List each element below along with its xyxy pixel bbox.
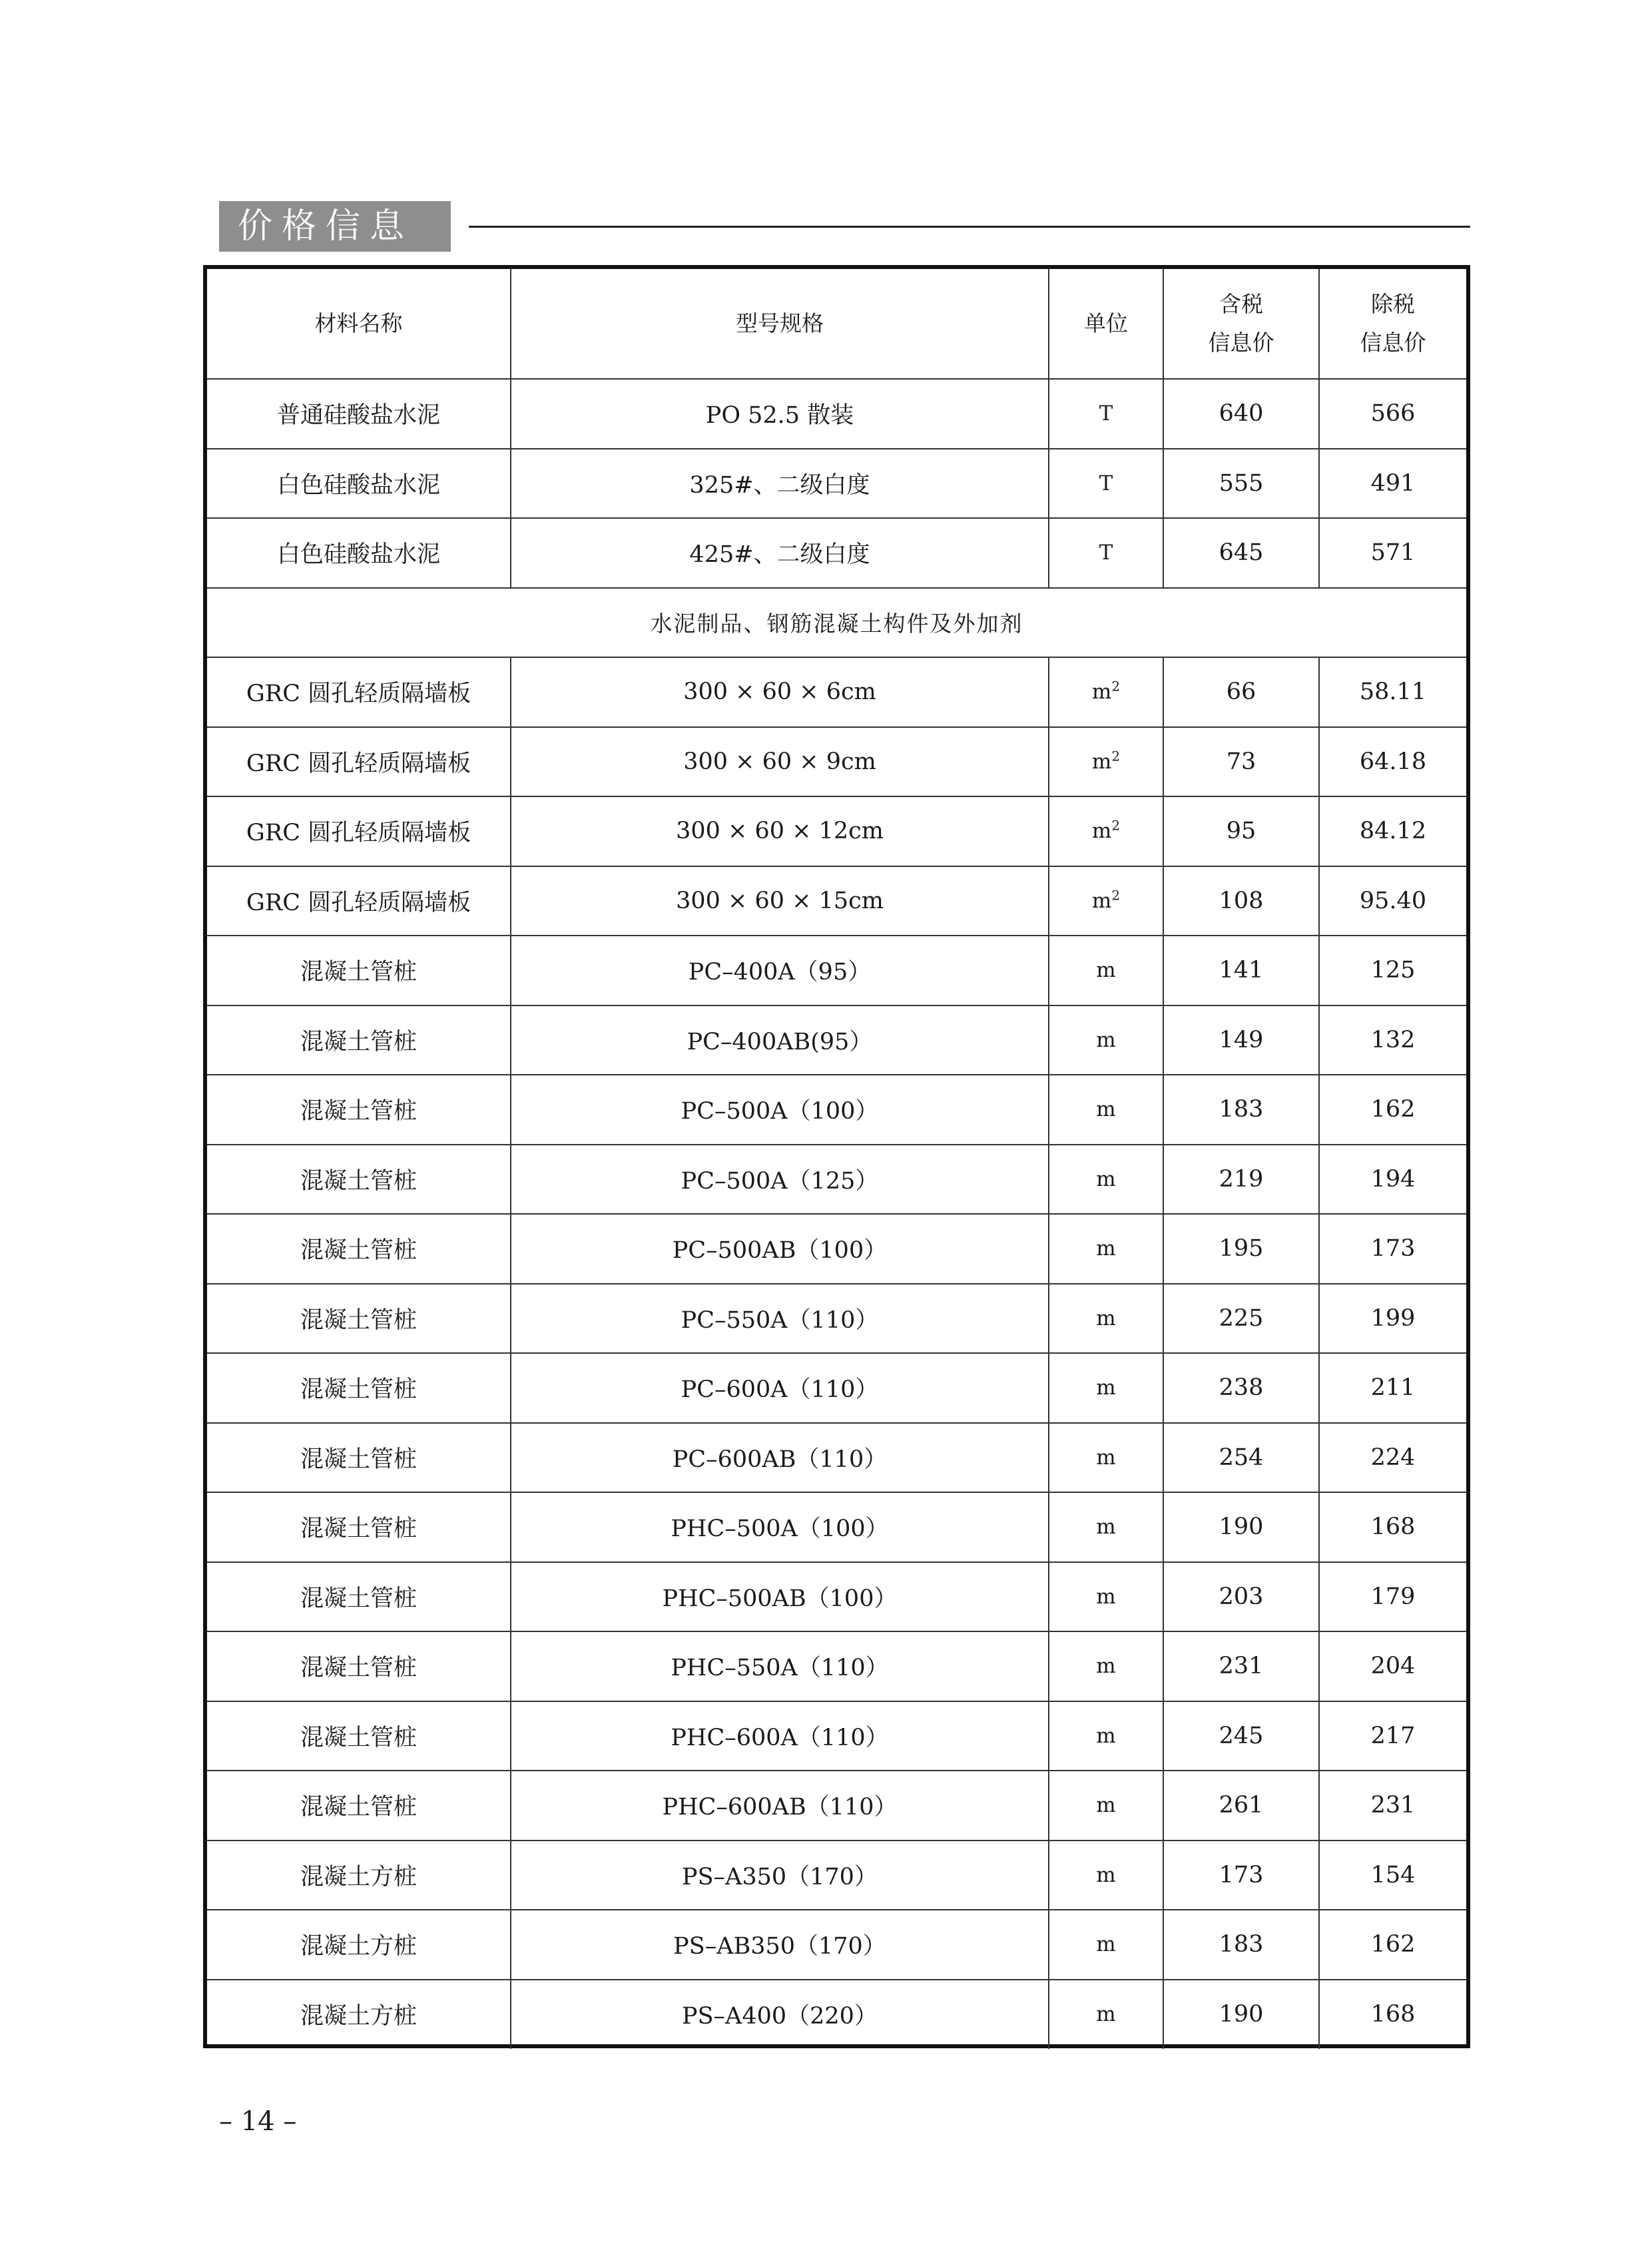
- cell-price-tax-exclusive: 199: [1319, 1284, 1466, 1354]
- table-row: [207, 1631, 1466, 1701]
- cell-unit: [1049, 657, 1163, 727]
- unit-text: m: [1096, 1097, 1116, 1122]
- col-header-tax-exclusive-price: [1319, 269, 1466, 379]
- cell-unit: [1049, 1701, 1163, 1771]
- cell-price-tax-inclusive: 73: [1163, 727, 1319, 797]
- cell-price-tax-inclusive: 95: [1163, 796, 1319, 866]
- cell-spec: PC–600A（110）: [511, 1353, 1049, 1423]
- unit-text: m: [1091, 680, 1112, 705]
- table-row: [207, 657, 1466, 727]
- cell-unit: [1049, 1492, 1163, 1562]
- page-number: – 14 –: [219, 2106, 297, 2137]
- cell-unit: [1049, 1214, 1163, 1284]
- cell-price-tax-inclusive: 108: [1163, 866, 1319, 936]
- cell-unit: [1049, 1075, 1163, 1145]
- cell-price-tax-exclusive: 571: [1319, 518, 1466, 588]
- cell-price-tax-inclusive: 203: [1163, 1562, 1319, 1632]
- cell-unit: [1049, 727, 1163, 797]
- table-row: [207, 866, 1466, 936]
- cell-spec: PHC–500A（100）: [511, 1492, 1049, 1562]
- cell-material-name: 混凝土管桩: [207, 1771, 511, 1840]
- table-row: [207, 379, 1466, 449]
- cell-material-name: 混凝土方桩: [207, 1840, 511, 1910]
- cell-price-tax-exclusive: 168: [1319, 1492, 1466, 1562]
- cell-unit: [1049, 1631, 1163, 1701]
- table-row: [207, 1005, 1466, 1075]
- price-table-frame: [203, 265, 1470, 2048]
- cell-unit: [1049, 1353, 1163, 1423]
- section-title: 价格信息: [219, 201, 451, 252]
- unit-text: m: [1096, 1237, 1116, 1261]
- col-header-spec: 型号规格: [511, 269, 1049, 379]
- unit-text: m: [1096, 1306, 1116, 1330]
- cell-spec: 300 × 60 × 15cm: [511, 866, 1049, 936]
- cell-material-name: GRC 圆孔轻质隔墙板: [207, 796, 511, 866]
- section-row: [207, 588, 1466, 658]
- cell-price-tax-inclusive: 183: [1163, 1075, 1319, 1145]
- col-header-tax-exclusive-line2: 信息价: [1360, 330, 1426, 356]
- cell-material-name: 混凝土管桩: [207, 1005, 511, 1075]
- cell-price-tax-exclusive: 194: [1319, 1145, 1466, 1215]
- cell-spec: PC–400A（95）: [511, 936, 1049, 1005]
- cell-material-name: 混凝土管桩: [207, 1423, 511, 1493]
- cell-material-name: GRC 圆孔轻质隔墙板: [207, 727, 511, 797]
- cell-unit: [1049, 796, 1163, 866]
- cell-price-tax-inclusive: 245: [1163, 1701, 1319, 1771]
- table-row: [207, 936, 1466, 1005]
- cell-price-tax-inclusive: 238: [1163, 1353, 1319, 1423]
- cell-unit: [1049, 379, 1163, 449]
- cell-unit: [1049, 1980, 1163, 2050]
- cell-material-name: 混凝土管桩: [207, 1214, 511, 1284]
- cell-price-tax-exclusive: 132: [1319, 1005, 1466, 1075]
- cell-unit: [1049, 1562, 1163, 1632]
- cell-spec: PC–500A（100）: [511, 1075, 1049, 1145]
- cell-price-tax-inclusive: 231: [1163, 1631, 1319, 1701]
- cell-price-tax-inclusive: 190: [1163, 1980, 1319, 2050]
- unit-text: T: [1099, 541, 1113, 565]
- unit-text: m: [1096, 1654, 1116, 1679]
- col-header-material-name: 材料名称: [207, 269, 511, 379]
- cell-material-name: 混凝土管桩: [207, 1353, 511, 1423]
- col-header-tax-exclusive-line1: 除税: [1371, 291, 1415, 317]
- cell-price-tax-exclusive: 162: [1319, 1075, 1466, 1145]
- cell-price-tax-inclusive: 555: [1163, 449, 1319, 519]
- cell-material-name: 普通硅酸盐水泥: [207, 379, 511, 449]
- table-row: [207, 1145, 1466, 1215]
- table-row: [207, 518, 1466, 588]
- cell-spec: PC–550A（110）: [511, 1284, 1049, 1354]
- unit-text: m: [1096, 1027, 1116, 1052]
- unit-text: T: [1099, 402, 1113, 426]
- cell-unit: [1049, 1284, 1163, 1354]
- cell-material-name: 混凝土管桩: [207, 936, 511, 1005]
- cell-spec: 300 × 60 × 9cm: [511, 727, 1049, 797]
- cell-material-name: 混凝土方桩: [207, 1980, 511, 2050]
- cell-price-tax-inclusive: 183: [1163, 1910, 1319, 1980]
- cell-material-name: 混凝土管桩: [207, 1701, 511, 1771]
- cell-price-tax-inclusive: 149: [1163, 1005, 1319, 1075]
- unit-text: m: [1096, 1793, 1116, 1818]
- cell-price-tax-exclusive: 211: [1319, 1353, 1466, 1423]
- table-header-row: [207, 269, 1466, 379]
- cell-spec: 300 × 60 × 6cm: [511, 657, 1049, 727]
- table-row: [207, 1214, 1466, 1284]
- cell-spec: PO 52.5 散装: [511, 379, 1049, 449]
- cell-price-tax-inclusive: 141: [1163, 936, 1319, 1005]
- unit-text: m: [1096, 958, 1116, 983]
- cell-unit: [1049, 1910, 1163, 1980]
- cell-spec: PC–400AB(95）: [511, 1005, 1049, 1075]
- cell-unit: [1049, 518, 1163, 588]
- table-row: [207, 1284, 1466, 1354]
- cell-price-tax-exclusive: 95.40: [1319, 866, 1466, 936]
- table-row: [207, 1771, 1466, 1840]
- cell-spec: 425#、二级白度: [511, 518, 1049, 588]
- col-header-tax-inclusive-price: [1163, 269, 1319, 379]
- cell-material-name: GRC 圆孔轻质隔墙板: [207, 657, 511, 727]
- cell-material-name: 混凝土管桩: [207, 1075, 511, 1145]
- cell-price-tax-exclusive: 204: [1319, 1631, 1466, 1701]
- cell-unit: [1049, 1145, 1163, 1215]
- cell-price-tax-exclusive: 154: [1319, 1840, 1466, 1910]
- cell-price-tax-exclusive: 58.11: [1319, 657, 1466, 727]
- unit-text: m: [1096, 1862, 1116, 1887]
- cell-material-name: 白色硅酸盐水泥: [207, 449, 511, 519]
- cell-price-tax-inclusive: 190: [1163, 1492, 1319, 1562]
- cell-price-tax-exclusive: 162: [1319, 1910, 1466, 1980]
- col-header-tax-inclusive-line2: 信息价: [1208, 330, 1274, 356]
- cell-price-tax-inclusive: 195: [1163, 1214, 1319, 1284]
- unit-superscript: 2: [1111, 817, 1121, 834]
- unit-text: m: [1096, 1167, 1116, 1191]
- table-row: [207, 449, 1466, 519]
- cell-spec: PHC–550A（110）: [511, 1631, 1049, 1701]
- cell-spec: PS–A350（170）: [511, 1840, 1049, 1910]
- unit-text: m: [1091, 888, 1112, 913]
- cell-spec: PC–500AB（100）: [511, 1214, 1049, 1284]
- col-header-unit: 单位: [1049, 269, 1163, 379]
- section-heading: 水泥制品、钢筋混凝土构件及外加剂: [207, 588, 1466, 658]
- table-row: [207, 1910, 1466, 1980]
- cell-spec: PHC–500AB（100）: [511, 1562, 1049, 1632]
- unit-text: m: [1091, 819, 1112, 844]
- table-row: [207, 1492, 1466, 1562]
- cell-material-name: 混凝土管桩: [207, 1631, 511, 1701]
- table-row: [207, 1980, 1466, 2050]
- cell-spec: PS–AB350（170）: [511, 1910, 1049, 1980]
- cell-material-name: GRC 圆孔轻质隔墙板: [207, 866, 511, 936]
- cell-price-tax-exclusive: 168: [1319, 1980, 1466, 2050]
- unit-text: m: [1096, 1723, 1116, 1748]
- table-row: [207, 1701, 1466, 1771]
- cell-price-tax-inclusive: 254: [1163, 1423, 1319, 1493]
- cell-material-name: 混凝土管桩: [207, 1145, 511, 1215]
- table-row: [207, 1353, 1466, 1423]
- unit-superscript: 2: [1111, 678, 1121, 695]
- col-header-tax-inclusive-line1: 含税: [1219, 291, 1263, 317]
- cell-spec: 300 × 60 × 12cm: [511, 796, 1049, 866]
- cell-price-tax-inclusive: 66: [1163, 657, 1319, 727]
- cell-price-tax-exclusive: 179: [1319, 1562, 1466, 1632]
- cell-price-tax-exclusive: 125: [1319, 936, 1466, 1005]
- cell-price-tax-exclusive: 231: [1319, 1771, 1466, 1840]
- table-row: [207, 1423, 1466, 1493]
- cell-unit: [1049, 1005, 1163, 1075]
- cell-material-name: 混凝土管桩: [207, 1284, 511, 1354]
- table-row: [207, 796, 1466, 866]
- cell-price-tax-inclusive: 645: [1163, 518, 1319, 588]
- cell-spec: PHC–600AB（110）: [511, 1771, 1049, 1840]
- cell-unit: [1049, 1423, 1163, 1493]
- cell-material-name: 混凝土管桩: [207, 1562, 511, 1632]
- cell-price-tax-exclusive: 217: [1319, 1701, 1466, 1771]
- cell-price-tax-inclusive: 173: [1163, 1840, 1319, 1910]
- cell-price-tax-inclusive: 261: [1163, 1771, 1319, 1840]
- table-row: [207, 727, 1466, 797]
- unit-text: m: [1096, 1445, 1116, 1470]
- cell-price-tax-exclusive: 64.18: [1319, 727, 1466, 797]
- price-table-body: [207, 269, 1466, 2049]
- unit-superscript: 2: [1111, 748, 1121, 764]
- cell-spec: PS–A400（220）: [511, 1980, 1049, 2050]
- unit-superscript: 2: [1111, 887, 1121, 904]
- unit-text: m: [1096, 1584, 1116, 1609]
- cell-spec: PC–500A（125）: [511, 1145, 1049, 1215]
- cell-material-name: 白色硅酸盐水泥: [207, 518, 511, 588]
- cell-spec: PHC–600A（110）: [511, 1701, 1049, 1771]
- cell-price-tax-exclusive: 173: [1319, 1214, 1466, 1284]
- cell-spec: PC–600AB（110）: [511, 1423, 1049, 1493]
- cell-material-name: 混凝土管桩: [207, 1492, 511, 1562]
- cell-unit: [1049, 866, 1163, 936]
- cell-unit: [1049, 936, 1163, 1005]
- cell-price-tax-exclusive: 491: [1319, 449, 1466, 519]
- cell-price-tax-exclusive: 566: [1319, 379, 1466, 449]
- header-rule: [469, 226, 1470, 228]
- cell-price-tax-exclusive: 84.12: [1319, 796, 1466, 866]
- unit-text: m: [1096, 1515, 1116, 1540]
- cell-unit: [1049, 1771, 1163, 1840]
- table-row: [207, 1075, 1466, 1145]
- cell-price-tax-inclusive: 219: [1163, 1145, 1319, 1215]
- cell-unit: [1049, 449, 1163, 519]
- unit-text: m: [1096, 2002, 1116, 2027]
- cell-price-tax-inclusive: 640: [1163, 379, 1319, 449]
- unit-text: T: [1099, 471, 1113, 495]
- table-row: [207, 1562, 1466, 1632]
- unit-text: m: [1096, 1376, 1116, 1400]
- cell-price-tax-inclusive: 225: [1163, 1284, 1319, 1354]
- cell-spec: 325#、二级白度: [511, 449, 1049, 519]
- unit-text: m: [1096, 1932, 1116, 1957]
- unit-text: m: [1091, 749, 1112, 774]
- table-row: [207, 1840, 1466, 1910]
- cell-price-tax-exclusive: 224: [1319, 1423, 1466, 1493]
- cell-material-name: 混凝土方桩: [207, 1910, 511, 1980]
- cell-unit: [1049, 1840, 1163, 1910]
- price-table: [207, 269, 1466, 2049]
